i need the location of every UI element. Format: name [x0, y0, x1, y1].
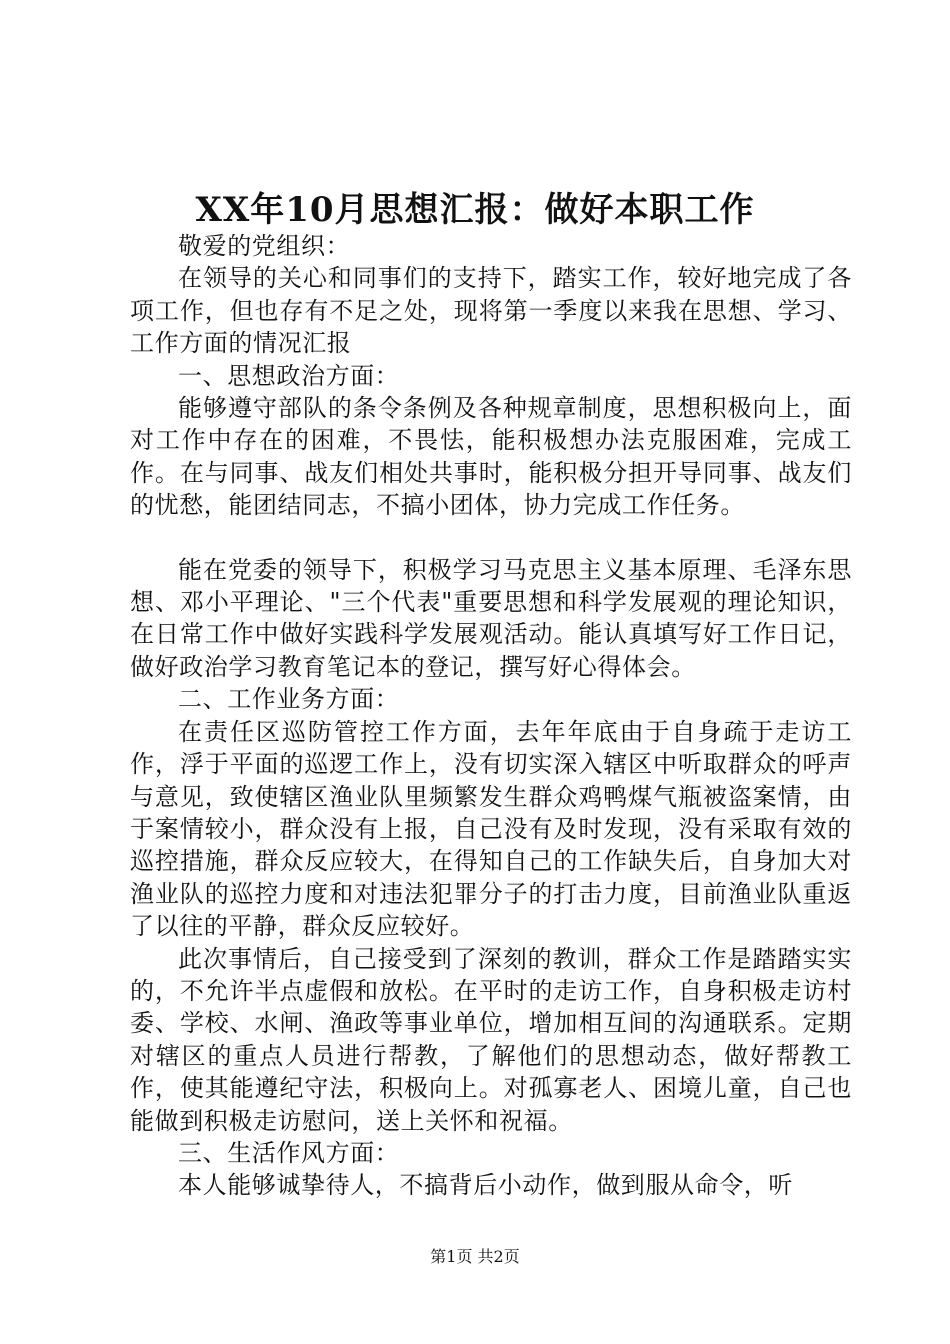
salutation: 敬爱的党组织： [178, 232, 351, 260]
paragraph-intro: 在领导的关心和同事们的支持下，踏实工作，较好地完成了各项工作，但也存有不足之处，现将第一季度以来我在思想、学习、工作方面的情况汇报 [130, 264, 852, 358]
paragraph-ideology-1: 能够遵守部队的条令条例及各种规章制度，思想积极向上，面对工作中存在的困难，不畏怯，能积极想办法克服困难，完成工作。在与同事、战友们相处共事时，能积极分担开导同事、战友们的忧愁，能团结同志，不搞小团体，协力完成工作任务。 [130, 394, 852, 520]
paragraph-work-1: 在责任区巡防管控工作方面，去年年底由于自身疏于走访工作，浮于平面的巡逻工作上，没有切实深入辖区中听取群众的呼声与意见，致使辖区渔业队里频繁发生群众鸡鸭煤气瓶被盗案情，由于案情较小，群众没有上报，自己没有及时发现，没有采取有效的巡控措施，群众反应较大，在得知自己的工作缺失后，自身加大对渔业队的巡控力度和对违法犯罪分子的打击力度，目前渔业队重返了以往的平静，群众反应较好。 [130, 717, 852, 941]
section-heading-ideology: 一、思想政治方面： [178, 361, 400, 390]
paragraph-conduct-1: 本人能够诚挚待人，不搞背后小动作，做到服从命令，听 [178, 1171, 793, 1200]
document-body [130, 230, 852, 1202]
paragraph-work-2: 此次事情后，自己接受到了深刻的教训，群众工作是踏踏实实的，不允许半点虚假和放松。在平时的走访工作，自身积极走访村委、学校、水闸、渔政等事业单位，增加相互间的沟通联系。定期对辖区的重点人员进行帮教，了解他们的思想动态，做好帮教工作，使其能遵纪守法，积极向上。对孤寡老人、困境儿童，自己也能做到积极走访慰问，送上关怀和祝福。 [130, 944, 852, 1135]
document-title: XX年10月思想汇报：做好本职工作 [195, 190, 755, 230]
section-heading-conduct: 三、生活作风方面： [178, 1138, 400, 1167]
page-number-footer: 第1页 共2页 [430, 1247, 520, 1266]
paragraph-ideology-2: 能在党委的领导下，积极学习马克思主义基本原理、毛泽东思想、邓小平理论、"三个代表"重要思想和科学发展观的理论知识，在日常工作中做好实践科学发展观活动。能认真填写好工作日记，做好政治学习教育笔记本的登记，撰写好心得体会。 [130, 555, 852, 681]
section-heading-work: 二、工作业务方面： [178, 685, 400, 714]
